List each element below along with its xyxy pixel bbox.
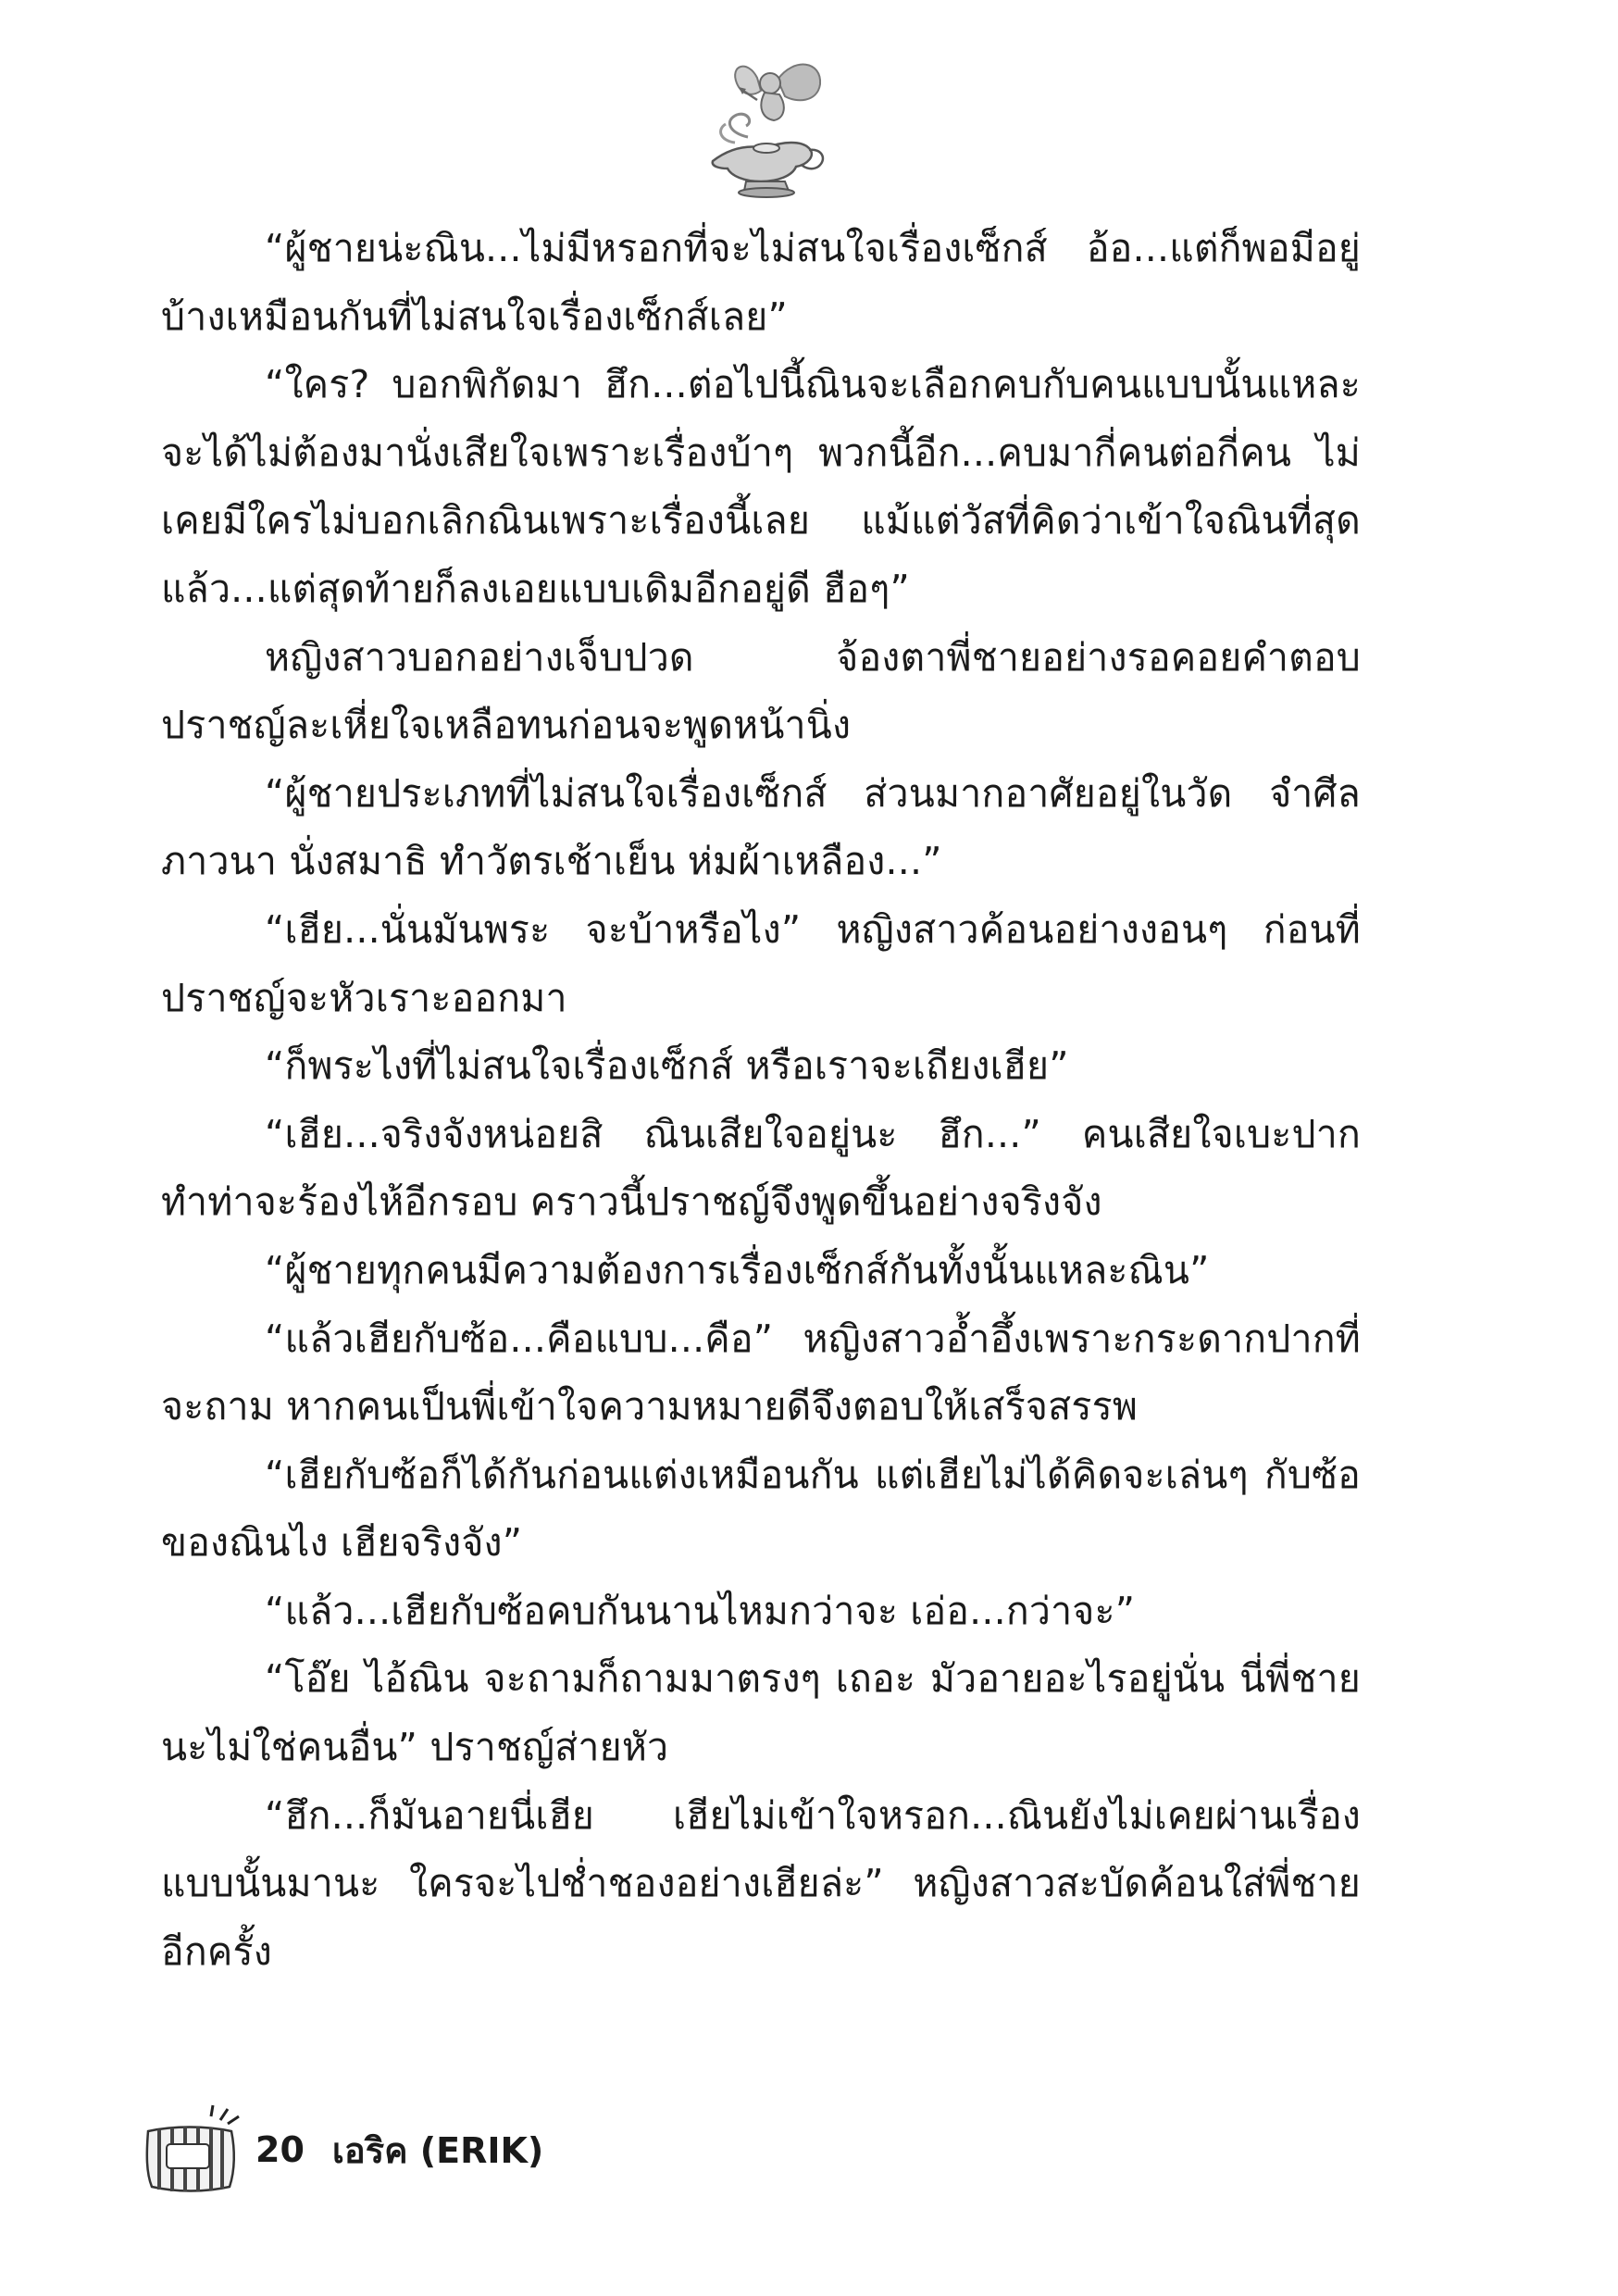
book-title: เอริค (ERIK) — [331, 2129, 544, 2171]
page-number: 20 — [255, 2129, 305, 2170]
paragraph: “ผู้ชายประเภทที่ไม่สนใจเรื่องเซ็กส์ ส่วนมากอาศัยอยู่ในวัด จำศีล ภาวนา นั่งสมาธิ ทำวัตรเช้าเย็น ห่มผ้าเหลือง...” — [161, 770, 1361, 884]
paragraph: “ผู้ชายน่ะณิน...ไม่มีหรอกที่จะไม่สนใจเรื่องเซ็กส์ อ้อ...แต่ก็พอมีอยู่บ้างเหมือนกันที่ไม่สนใจเรื่องเซ็กส์เลย” — [161, 226, 1361, 339]
page-footer — [139, 2103, 543, 2196]
magic-lamp-cupid-icon — [692, 52, 831, 200]
paragraph: “แล้วเฮียกับซ้อ...คือแบบ...คือ” หญิงสาวอ้ำอึ้งเพราะกระดากปากที่จะถาม หากคนเป็นพี่เข้าใจความหมายดีจึงตอบให้เสร็จสรรพ — [161, 1316, 1361, 1429]
paragraph: “เฮีย...จริงจังหน่อยสิ ณินเสียใจอยู่นะ ฮึก...” คนเสียใจเบะปาก ทำท่าจะร้องไห้อีกรอบ คราวนี้ปราชญ์จึงพูดขึ้นอย่างจริงจัง — [161, 1111, 1361, 1225]
paragraph: “ก็พระไงที่ไม่สนใจเรื่องเซ็กส์ หรือเราจะเถียงเฮีย” — [265, 1043, 1069, 1089]
striped-pillow-sleep-icon — [139, 2103, 243, 2196]
chapter-text — [161, 215, 1361, 1986]
paragraph: “เฮียกับซ้อก็ได้กันก่อนแต่งเหมือนกัน แต่เฮียไม่ได้คิดจะเล่นๆ กับซ้อของณินไง เฮียจริงจัง” — [161, 1452, 1361, 1566]
paragraph: “โอ๊ย ไอ้ณิน จะถามก็ถามมาตรงๆ เถอะ มัวอายอะไรอยู่นั่น นี่พี่ชายนะไม่ใช่คนอื่น” ปราชญ์ส่ายหัว — [161, 1656, 1361, 1770]
paragraph: “ใคร? บอกพิกัดมา ฮึก...ต่อไปนี้ณินจะเลือกคบกับคนแบบนั้นแหละ จะได้ไม่ต้องมานั่งเสียใจเพราะเรื่องบ้าๆ พวกนี้อีก...คบมากี่คนต่อกี่คน ไม่เคยมีใครไม่บอกเลิกณินเพราะเรื่องนี้เลย แม้แต่วัสที่คิดว่าเข้าใจณินที่สุดแล้ว...แต่สุดท้ายก็ลงเอยแบบเดิมอีกอยู่ดี ฮือๆ” — [161, 362, 1361, 611]
paragraph: “แล้ว...เฮียกับซ้อคบกันนานไหมกว่าจะ เอ่อ...กว่าจะ” — [265, 1588, 1136, 1633]
paragraph: “ฮึก...ก็มันอายนี่เฮีย เฮียไม่เข้าใจหรอก...ณินยังไม่เคยผ่านเรื่องแบบนั้นมานะ ใครจะไปช่ำชองอย่างเฮียล่ะ” หญิงสาวสะบัดค้อนใส่พี่ชายอีกครั้ง — [161, 1792, 1361, 1974]
paragraph: “เฮีย...นั่นมันพระ จะบ้าหรือไง” หญิงสาวค้อนอย่างงอนๆ ก่อนที่ปราชญ์จะหัวเราะออกมา — [161, 906, 1361, 1020]
paragraph: หญิงสาวบอกอย่างเจ็บปวด จ้องตาพี่ชายอย่างรอคอยคำตอบ ปราชญ์ละเหี่ยใจเหลือทนก่อนจะพูดหน้านิ่ง — [161, 634, 1361, 748]
paragraph: “ผู้ชายทุกคนมีความต้องการเรื่องเซ็กส์กันทั้งนั้นแหละณิน” — [265, 1247, 1210, 1292]
